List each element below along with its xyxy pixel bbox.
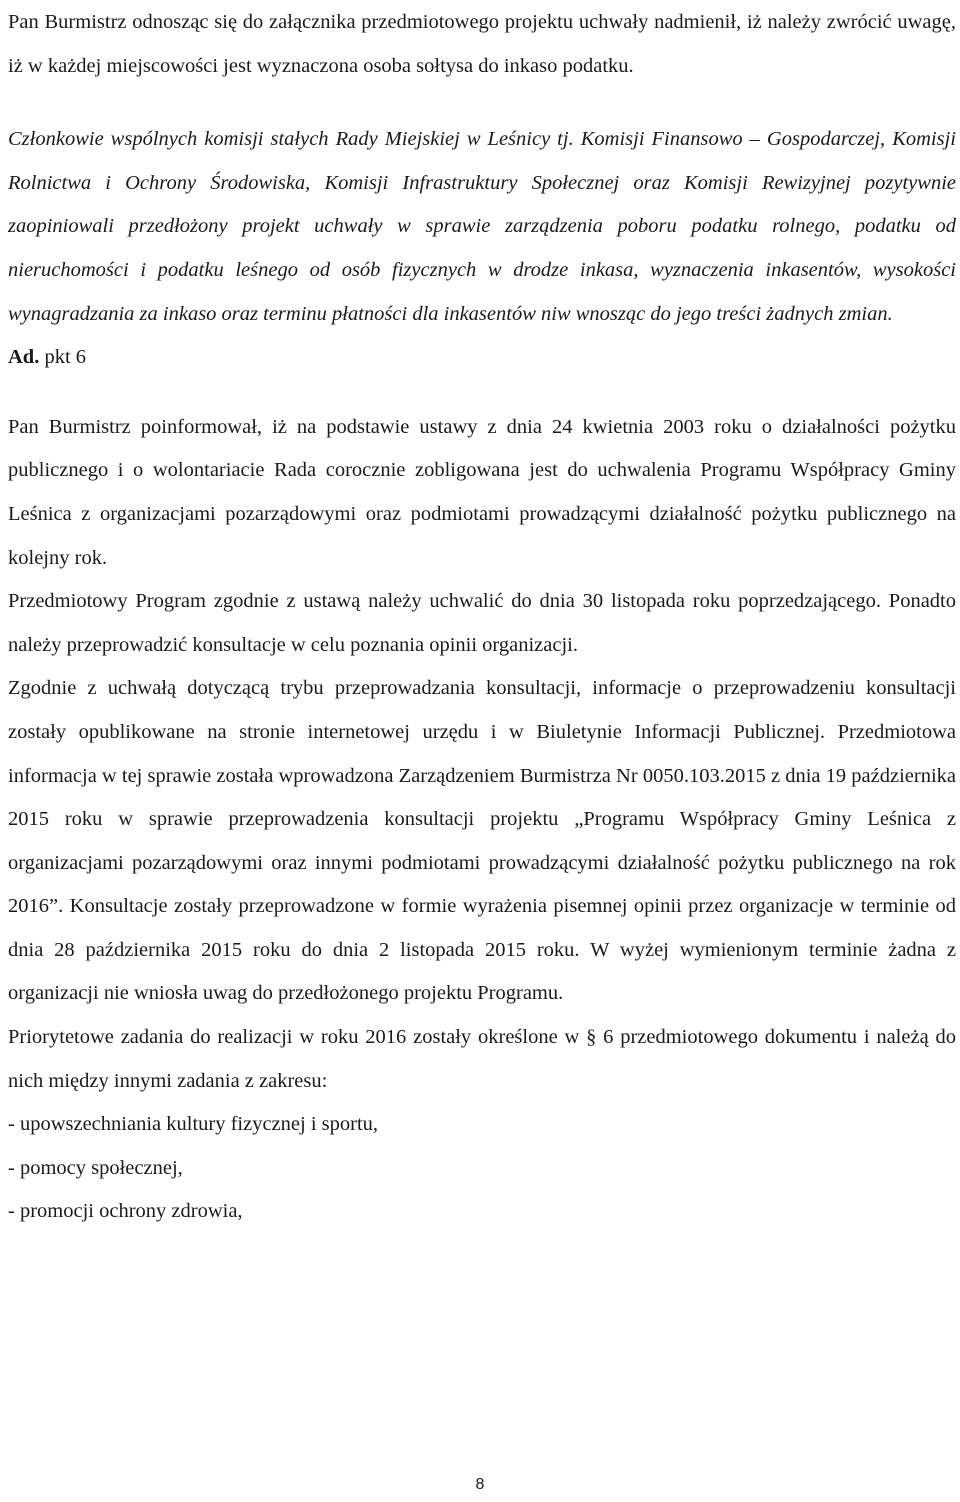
section-heading-pkt-6 — [8, 336, 956, 380]
list-item-social-help: - pomocy społecznej, — [8, 1156, 183, 1179]
heading-ad-label: Ad. — [8, 346, 40, 369]
paragraph-sołtys-inkaso: Pan Burmistrz odnosząc się do załącznika przedmiotowego projektu uchwały nadmienił, iż należy zwrócić uwagę, iż w każdej miejscowości jest wyznaczona osoba sołtysa do inkaso podatku. — [8, 11, 956, 77]
list-item-health: - promocji ochrony zdrowia, — [8, 1200, 243, 1223]
paragraph-program-intro: Pan Burmistrz poinformował, iż na podstawie ustawy z dnia 24 kwietnia 2003 roku o działalności pożytku publicznego i o wolontariacie Rada corocznie zobligowana jest do uchwalenia Programu Współpracy Gminy Leśnica z organizacjami pozarządowymi oraz podmiotami prowadzącymi działalność pożytku publicznego na kolejny rok. — [8, 415, 956, 569]
page-number: 8 — [475, 1476, 485, 1493]
list-item-sport: - upowszechniania kultury fizycznej i sportu, — [8, 1113, 379, 1136]
paragraph-consultations: Zgodnie z uchwałą dotyczącą trybu przeprowadzania konsultacji, informacje o przeprowadzeniu konsultacji zostały opublikowane na stronie internetowej urzędu i w Biuletynie Informacji Publicznej. Przedmiotowa informacja w tej sprawie została wprowadzona Zarządzeniem Burmistrza Nr 0050.103.2015 z dnia 19 października 2015 roku w sprawie przeprowadzenia konsultacji projektu „Programu Współpracy Gminy Leśnica z organizacjami pozarządowymi oraz innymi podmiotami prowadzącymi działalność pożytku publicznego na rok 2016”. Konsultacje zostały przeprowadzone w formie wyrażenia pisemnej opinii przez organizacje w terminie od dnia 28 października 2015 roku do dnia 2 listopada 2015 roku. W wyżej wymienionym terminie żadna z organizacji nie wniosła uwag do przedłożonego projektu Programu. — [8, 677, 956, 1005]
paragraph-committees-opinion: Członkowie wspólnych komisji stałych Rady Miejskiej w Leśnicy tj. Komisji Finansowo – Gospodarczej, Komisji Rolnictwa i Ochrony Środowiska, Komisji Infrastruktury Społecznej oraz Komisji Rewizyjnej pozytywnie zaopiniowali przedłożony projekt uchwały w sprawie zarządzenia poboru podatku rolnego, podatku od nieruchomości i podatku leśnego od osób fizycznych w drodze inkasa, wyznaczenia inkasentów, wysokości wynagradzania za inkaso oraz terminu płatności dla inkasentów niw wnosząc do jego treści żadnych zmian. — [8, 128, 956, 325]
paragraph-program-deadline: Przedmiotowy Program zgodnie z ustawą należy uchwalić do dnia 30 listopada roku poprzedzającego. Ponadto należy przeprowadzić konsultacje w celu poznania opinii organizacji. — [8, 590, 956, 656]
heading-pkt-label: pkt 6 — [39, 346, 87, 369]
document-page — [8, 0, 956, 1234]
paragraph-priorities: Priorytetowe zadania do realizacji w roku 2016 zostały określone w § 6 przedmiotowego dokumentu i należą do nich między innymi zadania z zakresu: — [8, 1026, 956, 1092]
